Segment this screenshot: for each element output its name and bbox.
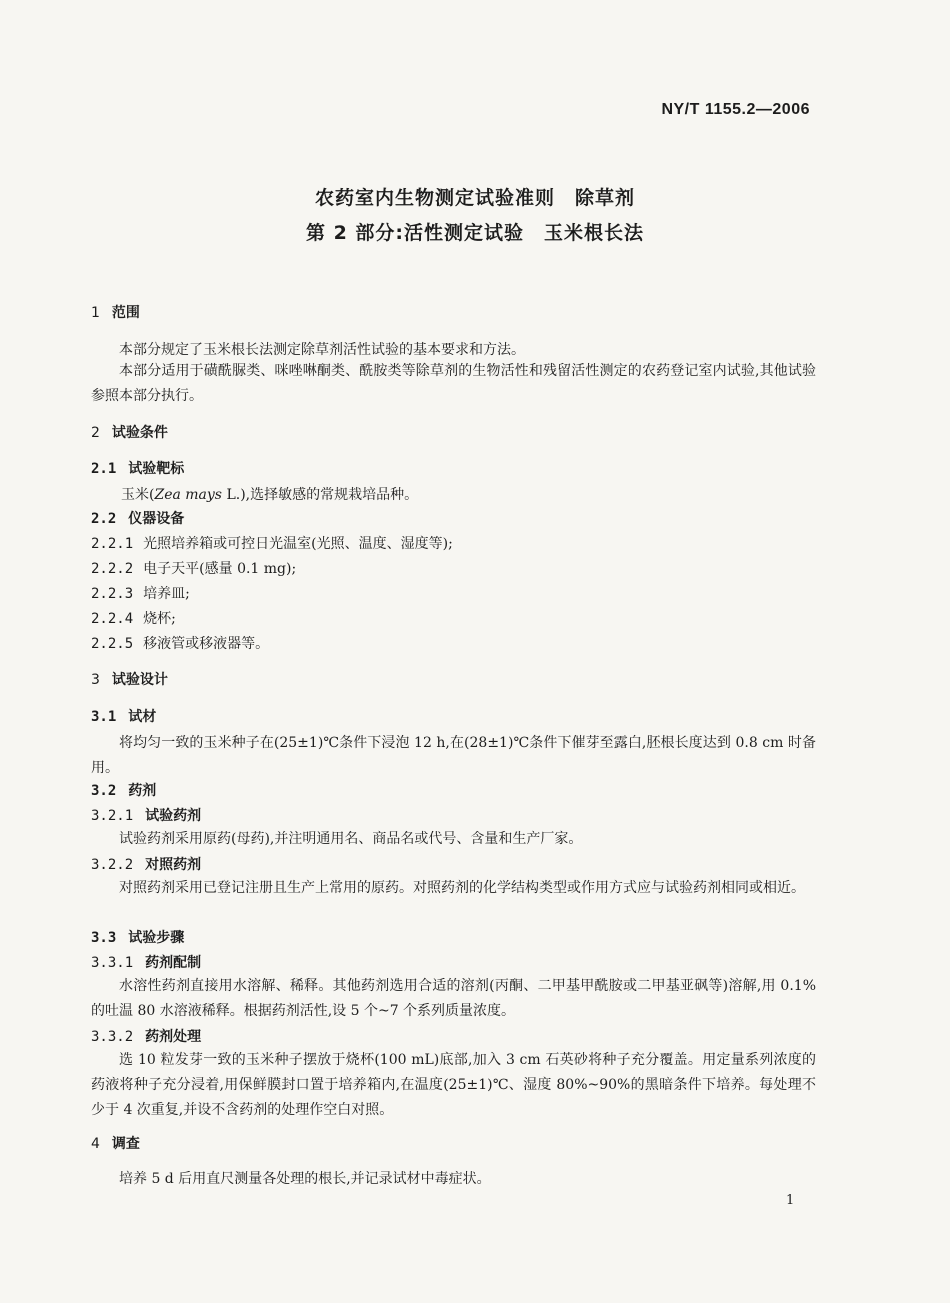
section-2-heading: 2 试验条件 [91,425,168,441]
section-1-paragraph-2: 本部分适用于磺酰脲类、咪唑啉酮类、酰胺类等除草剂的生物活性和残留活性测定的农药登记室内试验,其他试验参照本部分执行。 [91,363,816,404]
section-4-heading: 4 调查 [91,1136,140,1152]
section-2-1-text: 玉米(Zea mays L.),选择敏感的常规栽培品种。 [121,487,419,503]
section-3-2-heading: 3.2 药剂 [91,783,157,799]
equipment-item: 2.2.3 培养皿; [91,586,190,602]
equipment-item: 2.2.4 烧杯; [91,611,176,627]
section-3-3-heading: 3.3 试验步骤 [91,930,185,946]
equipment-item: 2.2.5 移液管或移液器等。 [91,636,270,652]
section-3-2-2-heading: 3.2.2 对照药剂 [91,857,202,873]
section-3-2-1-heading: 3.2.1 试验药剂 [91,808,202,824]
document-title-line2: 第 2 部分:活性测定试验 玉米根长法 [305,222,645,244]
section-2-1-heading: 2.1 试验靶标 [91,461,185,477]
section-3-3-2-heading: 3.3.2 药剂处理 [91,1029,202,1045]
section-3-3-1-heading: 3.3.1 药剂配制 [91,955,202,971]
section-3-heading: 3 试验设计 [91,672,168,688]
section-2-2-heading: 2.2 仪器设备 [91,511,185,527]
section-4-text: 培养 5 d 后用直尺测量各处理的根长,并记录试材中毒症状。 [119,1171,491,1187]
equipment-item: 2.2.1 光照培养箱或可控日光温室(光照、温度、湿度等); [91,536,453,552]
document-title-line1: 农药室内生物测定试验准则 除草剂 [314,187,635,209]
section-1-paragraph-1: 本部分规定了玉米根长法测定除草剂活性试验的基本要求和方法。 [119,342,525,358]
section-1-heading: 1 范围 [91,305,140,321]
section-3-1-heading: 3.1 试材 [91,709,157,725]
section-3-3-1-text: 水溶性药剂直接用水溶解、稀释。其他药剂选用合适的溶剂(丙酮、二甲基甲酰胺或二甲基亚砜等)溶解,用 0.1%的吐温 80 水溶液稀释。根据药剂活性,设 5 个~7 个系列质量浓度。 [91,978,816,1019]
equipment-item: 2.2.2 电子天平(感量 0.1 mg); [91,561,297,577]
page-number: 1 [786,1193,795,1208]
section-3-2-2-text: 对照药剂采用已登记注册且生产上常用的原药。对照药剂的化学结构类型或作用方式应与试验药剂相同或相近。 [119,880,805,896]
section-3-3-2-text: 选 10 粒发芽一致的玉米种子摆放于烧杯(100 mL)底部,加入 3 cm 石英砂将种子充分覆盖。用定量系列浓度的药液将种子充分浸着,用保鲜膜封口置于培养箱内,在温度(25±1)℃、湿度 80%~90%的黑暗条件下培养。每处理不少于 4 次重复,并设不含药剂的处理作空白对照。 [91,1052,816,1118]
section-3-1-text: 将均匀一致的玉米种子在(25±1)℃条件下浸泡 12 h,在(28±1)℃条件下催芽至露白,胚根长度达到 0.8 cm 时备用。 [91,735,816,776]
standard-code: NY/T 1155.2—2006 [661,101,810,118]
section-3-2-1-text: 试验药剂采用原药(母药),并注明通用名、商品名或代号、含量和生产厂家。 [119,831,583,847]
